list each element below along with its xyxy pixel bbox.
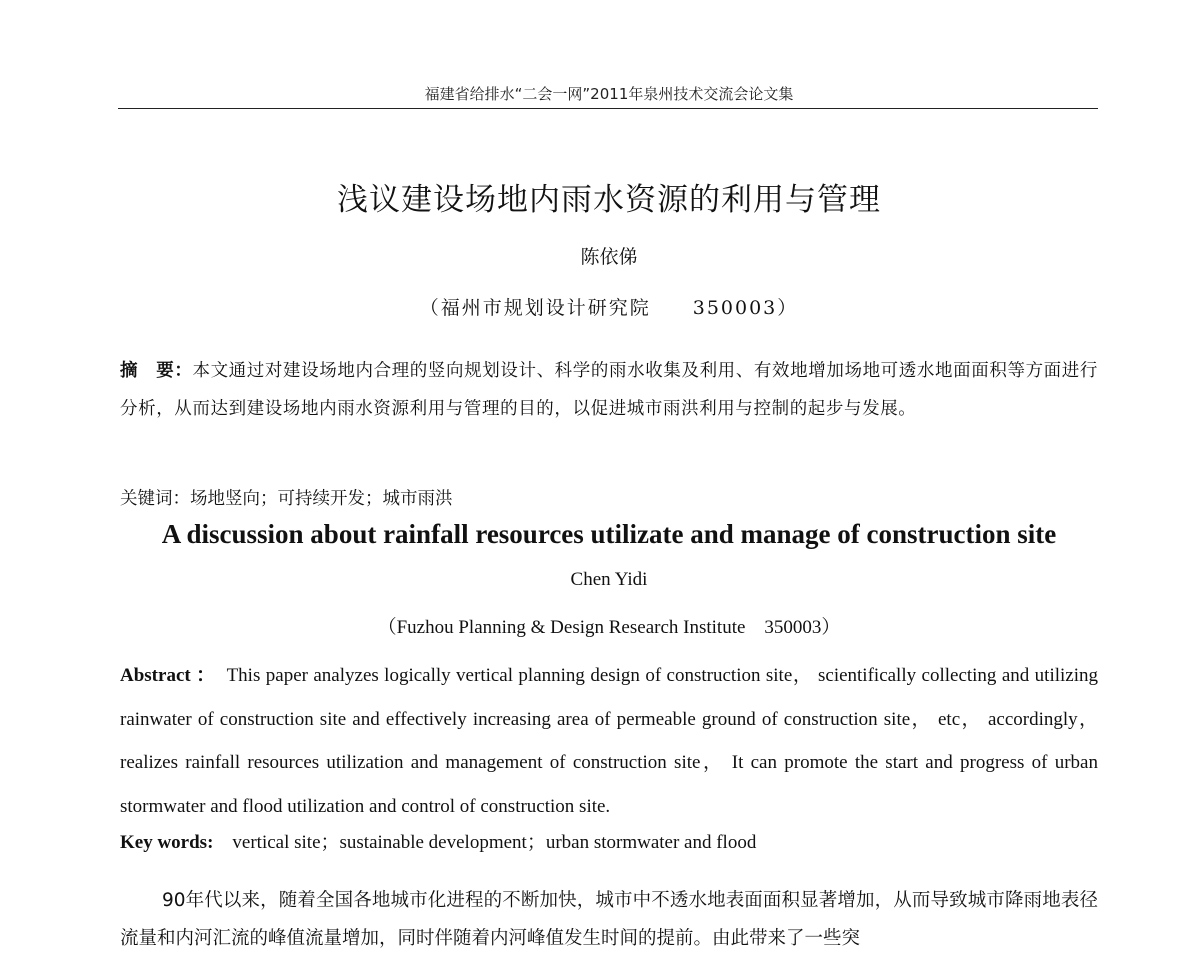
header-rule [118,108,1098,109]
abstract-text-en: This paper analyzes logically vertical planning design of construction site， scientifically collecting and utilizing rainwater of construction site and effectively increasing area of permeable ground of construction site， etc， accordingly， realizes rainfall resources utilization and management of construction site， It can promote the start and progress of urban stormwater and flood utilization and control of construction site. [120,665,1099,817]
running-header: 福建省给排水“二会一网”2011年泉州技术交流会论文集 [424,85,794,103]
affiliation-cn: （福州市规划设计研究院 350003） [419,297,799,319]
keywords-en [120,827,1098,854]
keywords-text-cn: 场地竖向；可持续开发；城市雨洪 [190,489,453,509]
abstract-text-cn: 本文通过对建设场地内合理的竖向规划设计、科学的雨水收集及利用、有效地增加场地可透水地面面积等方面进行分析，从而达到建设场地内雨水资源利用与管理的目的，以促进城市雨洪利用与控制的起步与发展。 [120,361,1098,419]
affiliation-en: （Fuzhou Planning & Design Research Institute 350003） [377,617,841,638]
keywords-label-en: Key words: [120,832,214,853]
paper-title-en: A discussion about rainfall resources utilizate and manage of construction site [161,519,1057,549]
author-en: Chen Yidi [570,569,648,590]
abstract-en [120,654,1098,828]
keywords-label-cn: 关键词： [120,489,190,509]
abstract-cn [120,352,1098,428]
author-cn: 陈依俤 [580,246,638,268]
abstract-label-cn: 摘 要： [120,361,193,381]
keywords-cn [120,485,1098,510]
abstract-label-en: Abstract ： [120,665,216,686]
body-paragraph: 90年代以来，随着全国各地城市化进程的不断加快，城市中不透水地表面面积显著增加，从而导致城市降雨地表径流量和内河汇流的峰值流量增加，同时伴随着内河峰值发生时间的提前。由此带来了一些突 [120,890,1098,949]
paper-title-cn: 浅议建设场地内雨水资源的利用与管理 [337,182,881,218]
keywords-text-en: vertical site；sustainable development；urban stormwater and flood [232,832,757,853]
